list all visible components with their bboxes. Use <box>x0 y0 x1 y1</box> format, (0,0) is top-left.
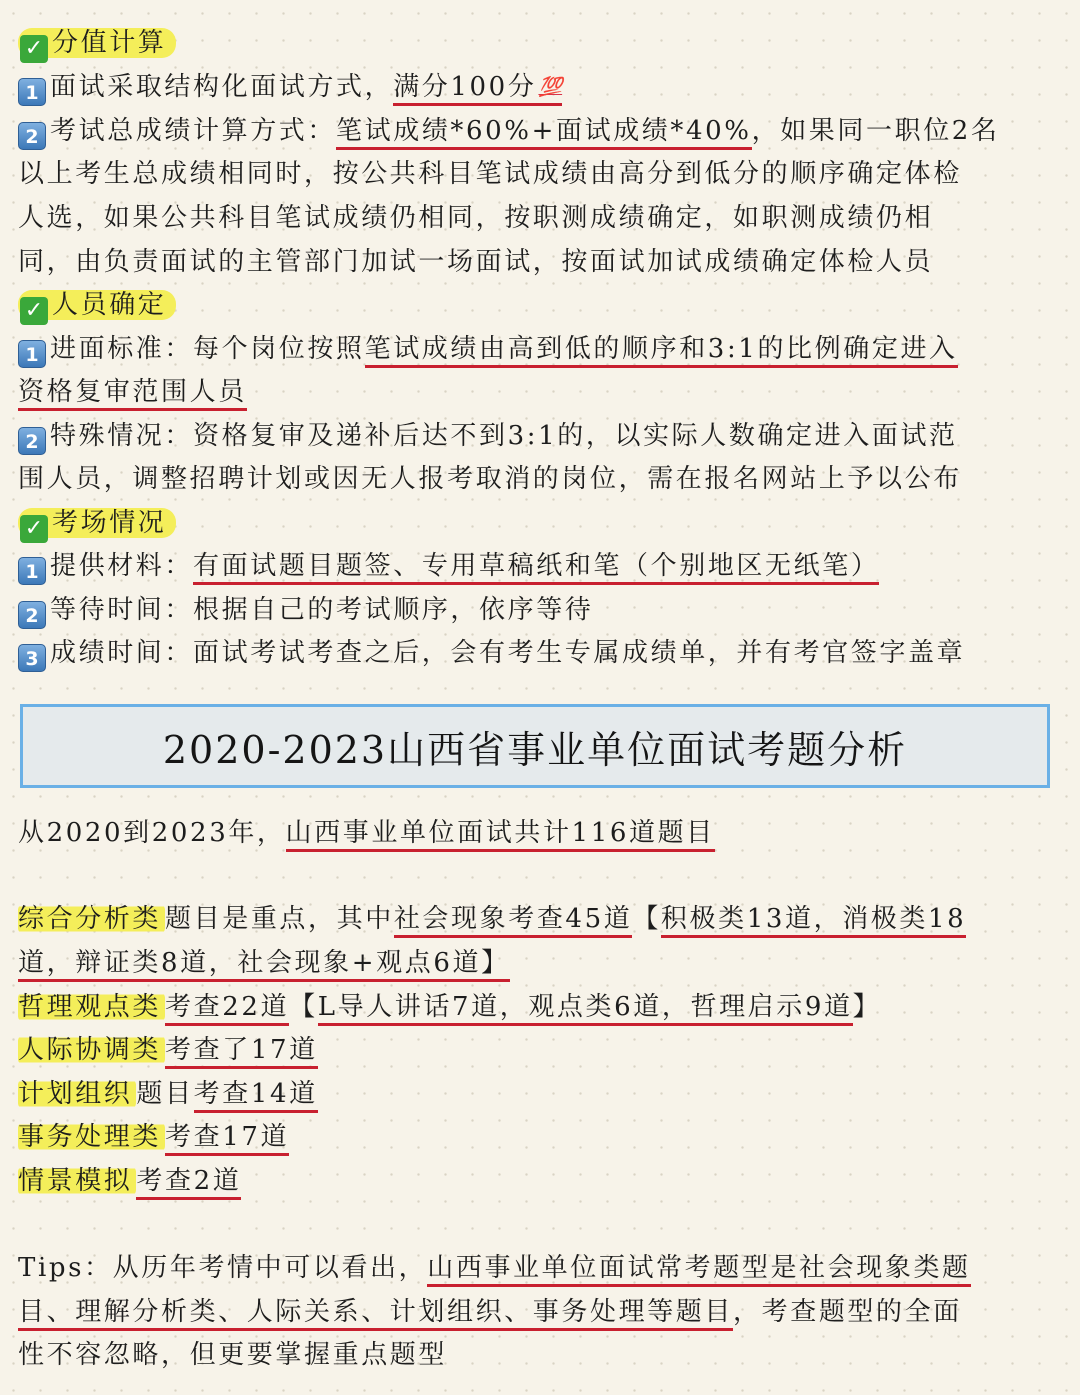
category-item <box>18 898 1064 942</box>
category-highlight: 综合分析类 <box>18 904 165 934</box>
number-3-icon: 3 <box>18 644 46 672</box>
paragraph-line <box>18 371 1064 415</box>
hundred-points-icon: 💯 <box>538 76 563 98</box>
item-text: 考试总成绩计算方式： <box>50 116 337 146</box>
tips-line <box>18 1247 1064 1291</box>
intro-line <box>18 812 1064 856</box>
number-1-icon: 1 <box>18 557 46 585</box>
number-2-icon: 2 <box>18 427 46 455</box>
underlined-text: 目、理解分析类、人际关系、计划组织、事务处理等题目 <box>18 1297 733 1331</box>
list-item <box>18 545 1064 589</box>
item-text: ，如果同一职位2名 <box>751 116 1000 146</box>
check-icon: ✓ <box>20 35 48 63</box>
section-title-highlight <box>18 508 176 541</box>
item-text: 提供材料： <box>50 551 194 581</box>
section-heading-exam-room <box>18 502 1064 546</box>
analysis-banner <box>20 704 1050 788</box>
underlined-text: 积极类13道，消极类18 <box>661 904 966 938</box>
tips-line: 性不容忽略，但更要掌握重点题型 <box>18 1340 448 1370</box>
category-item <box>18 1073 1064 1117</box>
number-1-icon: 1 <box>18 78 46 106</box>
paragraph-line: 以上考生总成绩相同时，按公共科目笔试成绩由高分到低分的顺序确定体检 <box>18 159 962 189</box>
underlined-text: 有面试题目题签、专用草稿纸和笔（个别地区无纸笔） <box>193 551 879 585</box>
category-highlight: 情景模拟 <box>18 1166 136 1196</box>
paragraph-line: 同，由负责面试的主管部门加试一场面试，按面试加试成绩确定体检人员 <box>18 247 934 277</box>
item-text: 面试采取结构化面试方式， <box>50 72 394 102</box>
item-text: 【 <box>289 992 318 1022</box>
list-item <box>18 110 1064 154</box>
item-text: 成绩时间：面试考试考查之后，会有考生专属成绩单，并有考官签字盖章 <box>50 638 966 668</box>
underlined-text: 考查14道 <box>194 1079 318 1113</box>
underlined-text: 山西事业单位面试常考题型是社会现象类题 <box>427 1253 970 1287</box>
category-item <box>18 1029 1064 1073</box>
tips-label: Tips：从历年考情中可以看出， <box>18 1253 428 1283</box>
section-title-highlight <box>18 28 176 61</box>
section-heading-score <box>18 22 1064 66</box>
item-text: 】 <box>852 992 882 1022</box>
check-icon: ✓ <box>20 297 48 325</box>
underlined-text: 考查22道 <box>165 992 289 1026</box>
list-item <box>18 632 1064 676</box>
section-title: 分值计算 <box>52 28 167 58</box>
category-highlight: 计划组织 <box>18 1079 136 1109</box>
item-text: 进面标准：每个岗位按照 <box>50 334 365 364</box>
underlined-text: 考查了17道 <box>165 1035 318 1069</box>
underlined-text: L导人讲话7道，观点类6道，哲理启示9道 <box>318 992 853 1026</box>
number-1-icon: 1 <box>18 340 46 368</box>
underlined-text <box>393 72 562 106</box>
paragraph-line <box>18 942 1064 986</box>
category-highlight: 事务处理类 <box>18 1122 165 1152</box>
category-highlight: 人际协调类 <box>18 1035 165 1065</box>
category-highlight: 哲理观点类 <box>18 992 165 1022</box>
item-text: 题目是重点，其中 <box>165 904 394 934</box>
paragraph-line: 人选，如果公共科目笔试成绩仍相同，按职测成绩确定，如职测成绩仍相 <box>18 203 934 233</box>
item-text: 特殊情况：资格复审及递补后达不到3:1的，以实际人数确定进入面试范 <box>50 421 958 451</box>
item-text: ，考查题型的全面 <box>733 1297 962 1327</box>
section-title: 人员确定 <box>52 290 167 320</box>
underlined-text: 道，辩证类8道，社会现象+观点6道】 <box>18 948 510 982</box>
category-item <box>18 1160 1064 1204</box>
number-2-icon: 2 <box>18 122 46 150</box>
section-title: 考场情况 <box>52 508 167 538</box>
category-item <box>18 986 1064 1030</box>
list-item <box>18 589 1064 633</box>
check-icon: ✓ <box>20 515 48 543</box>
underlined-text: 山西事业单位面试共计116道题目 <box>286 818 715 852</box>
list-item <box>18 66 1064 110</box>
underlined-text: 笔试成绩*60%+面试成绩*40% <box>336 116 752 150</box>
full-score-text: 满分100分 <box>393 72 537 102</box>
item-text: 【 <box>632 904 661 934</box>
banner-title: 2020-2023山西省事业单位面试考题分析 <box>162 727 908 772</box>
section-title-highlight <box>18 290 176 323</box>
list-item <box>18 415 1064 459</box>
underlined-text: 社会现象考查45道 <box>394 904 632 938</box>
number-2-icon: 2 <box>18 601 46 629</box>
tips-line <box>18 1291 1064 1335</box>
paragraph-line: 围人员，调整招聘计划或因无人报考取消的岗位，需在报名网站上予以公布 <box>18 464 962 494</box>
item-text: 等待时间：根据自己的考试顺序，依序等待 <box>50 595 594 625</box>
underlined-text: 资格复审范围人员 <box>18 377 247 411</box>
list-item <box>18 328 1064 372</box>
item-text: 从2020到2023年， <box>18 818 286 848</box>
category-item <box>18 1116 1064 1160</box>
item-text: 题目 <box>136 1079 194 1109</box>
section-heading-personnel <box>18 284 1064 328</box>
underlined-text: 考查2道 <box>136 1166 241 1200</box>
underlined-text: 笔试成绩由高到低的顺序和3:1的比例确定进入 <box>365 334 958 368</box>
underlined-text: 考查17道 <box>165 1122 289 1156</box>
